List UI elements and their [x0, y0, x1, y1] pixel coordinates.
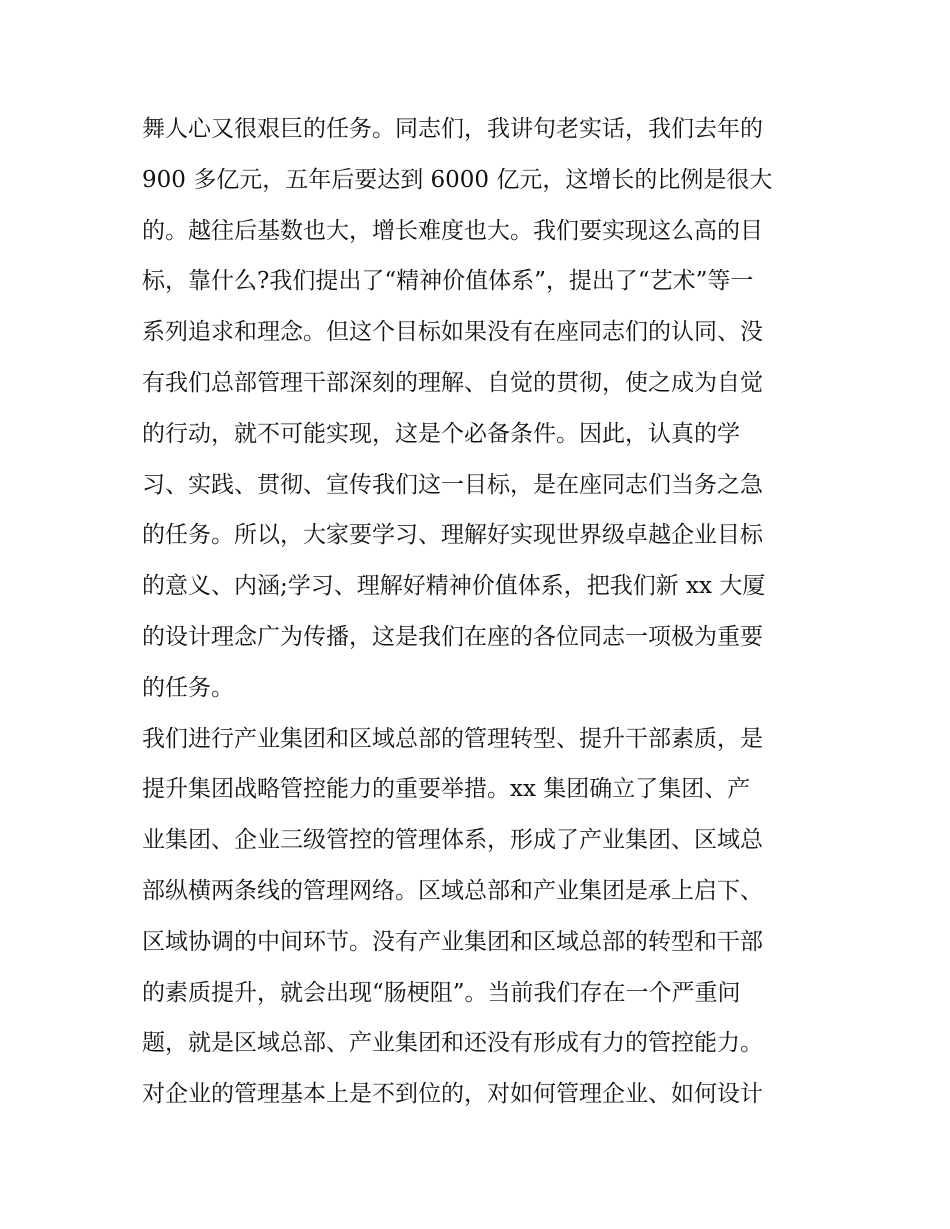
text-line: 的任务。所以，大家要学习、理解好实现世界级卓越企业目标 — [142, 522, 763, 549]
text-line: 的意义、内涵;学习、理解好精神价值体系，把我们新 xx 大厦 — [142, 573, 766, 600]
text-line: 的素质提升，就会出现“肠梗阻”。当前我们存在一个严重问 — [142, 979, 741, 1006]
document-body-text — [142, 104, 822, 1120]
text-line: 区域协调的中间环节。没有产业集团和区域总部的转型和干部 — [142, 928, 763, 955]
text-line: 业集团、企业三级管控的管理体系，形成了产业集团、区域总 — [142, 827, 763, 854]
text-line: 习、实践、贯彻、宣传我们这一目标，是在座同志们当务之急 — [142, 471, 763, 498]
text-line: 的任务。 — [142, 674, 234, 701]
text-line: 对企业的管理基本上是不到位的，对如何管理企业、如何设计 — [142, 1081, 763, 1108]
text-line: 有我们总部管理干部深刻的理解、自觉的贯彻，使之成为自觉 — [142, 369, 763, 396]
text-line: 的行动，就不可能实现，这是个必备条件。因此，认真的学 — [142, 420, 740, 447]
text-line: 我们进行产业集团和区域总部的管理转型、提升干部素质，是 — [142, 725, 763, 752]
text-line: 900 多亿元，五年后要达到 6000 亿元，这增长的比例是很大 — [142, 166, 773, 193]
text-line: 部纵横两条线的管理网络。区域总部和产业集团是承上启下、 — [142, 877, 763, 904]
text-line: 舞人心又很艰巨的任务。同志们，我讲句老实话，我们去年的 — [142, 116, 763, 142]
text-line: 系列追求和理念。但这个目标如果没有在座同志们的认同、没 — [142, 319, 763, 346]
text-line: 题，就是区域总部、产业集团和还没有形成有力的管控能力。 — [142, 1030, 763, 1057]
text-line: 提升集团战略管控能力的重要举措。xx 集团确立了集团、产 — [142, 776, 751, 803]
text-line: 的设计理念广为传播，这是我们在座的各位同志一项极为重要 — [142, 623, 763, 650]
text-line: 标，靠什么?我们提出了“精神价值体系”，提出了“艺术”等一 — [142, 268, 754, 295]
text-line: 的。越往后基数也大，增长难度也大。我们要实现这么高的目 — [142, 217, 763, 244]
